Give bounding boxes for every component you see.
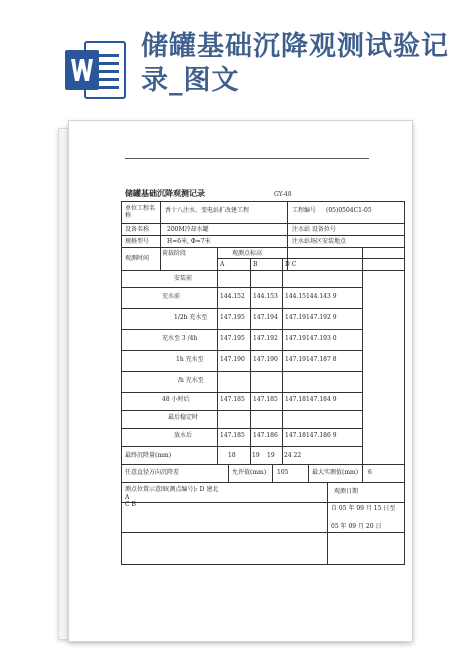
max-meas-value: 6 bbox=[368, 469, 372, 476]
obs-date-label: 观测日期 bbox=[334, 488, 359, 495]
max-settle-label: 最终沉降量(mm) bbox=[125, 452, 172, 459]
col-b-header: B bbox=[253, 261, 258, 268]
row-value-a: 147.185 bbox=[220, 396, 245, 403]
col-cd-header: D C bbox=[285, 261, 297, 268]
row-value-a: 147.195 bbox=[220, 314, 245, 321]
row-stage: 放水后 bbox=[174, 432, 193, 439]
allow-value: 105 bbox=[277, 469, 289, 476]
unit-label: 单位工程名称 bbox=[125, 205, 156, 219]
max-settle-value-a: 18 bbox=[228, 452, 236, 459]
load-stage-label: 荷载阶段 bbox=[162, 250, 187, 257]
sketch-points-cb: C B bbox=[125, 501, 136, 508]
header-rule bbox=[125, 158, 369, 159]
obs-date-range-start: 自 05 年 09 月 15 日至 bbox=[331, 505, 396, 512]
elevation-label: 观测点标高 bbox=[232, 250, 263, 257]
row-value-a: 144.152 bbox=[220, 293, 245, 300]
position-label: 注水站 设备位号 bbox=[292, 226, 336, 233]
row-value-cd: 144.15144.143 9 bbox=[285, 293, 337, 300]
row-value-cd: 147.19147.192 9 bbox=[285, 314, 337, 321]
row-stage: 充水前 bbox=[162, 293, 181, 300]
obs-date-range-end: 05 年 09 月 20 日 bbox=[331, 523, 382, 530]
spec-label: 规格型号 bbox=[125, 238, 150, 245]
row-value-b: 147.190 bbox=[253, 356, 278, 363]
row-stage: 最后稳定时 bbox=[168, 414, 199, 421]
form-code: GY-48 bbox=[274, 191, 292, 198]
row-value-a: 147.185 bbox=[220, 432, 245, 439]
max-settle-value-d: 24 22 bbox=[284, 452, 302, 459]
row-stage: /h 充水至 bbox=[178, 377, 204, 384]
row-value-b: 147.192 bbox=[253, 335, 278, 342]
sketch-label: 测点位置示意图(测点编号): D 建北 bbox=[125, 486, 219, 493]
row-value-cd: 147.18147.186 9 bbox=[285, 432, 337, 439]
word-document-icon bbox=[63, 38, 127, 102]
page-title: 储罐基础沉降观测试验记录_图文 bbox=[141, 31, 449, 96]
col-a-header: A bbox=[220, 261, 225, 268]
max-meas-label: 最大实测值(mm) bbox=[312, 469, 359, 476]
row-value-cd: 147.19147.187 8 bbox=[285, 356, 337, 363]
project-no-value: (05)0504C1-05 bbox=[326, 207, 372, 214]
location-label: 注水站场区安装地点 bbox=[292, 238, 347, 245]
row-value-b: 147.186 bbox=[253, 432, 278, 439]
row-value-cd: 147.19147.193 0 bbox=[285, 335, 337, 342]
spec-value: H=6米, Φ=7米 bbox=[167, 238, 211, 245]
project-no-label: 工程编号 bbox=[292, 207, 317, 214]
row-value-a: 147.195 bbox=[220, 335, 245, 342]
sketch-point-a: A bbox=[125, 494, 130, 501]
row-value-b: 147.185 bbox=[253, 396, 278, 403]
unit-value: 香十八注水、变电站扩改建工程 bbox=[165, 207, 250, 214]
row-stage: 48 小时后 bbox=[162, 396, 190, 403]
allow-label: 允许值(mm) bbox=[232, 469, 267, 476]
row-stage: 充水至 3 /4h bbox=[162, 335, 198, 342]
row-value-b: 144.153 bbox=[253, 293, 278, 300]
device-value: 200M冷却水罐 bbox=[167, 226, 209, 233]
row-value-a: 147.190 bbox=[220, 356, 245, 363]
row-value-b: 147.194 bbox=[253, 314, 278, 321]
document-page bbox=[68, 120, 413, 642]
form-title: 储罐基础沉降观测记录 bbox=[125, 189, 205, 198]
row-stage: 安装前 bbox=[174, 275, 193, 282]
obs-time-label: 观测时间 bbox=[125, 255, 150, 262]
max-settle-value-b: 19 bbox=[252, 452, 260, 459]
row-stage: 1h 充水至 bbox=[176, 356, 204, 363]
max-settle-value-c: 19 bbox=[267, 452, 275, 459]
diff-label: 任意直径方向沉降差 bbox=[125, 469, 180, 476]
device-label: 设备名称 bbox=[125, 226, 150, 233]
row-stage: 1/2h 充水至 bbox=[174, 314, 208, 321]
settlement-record-table bbox=[121, 201, 405, 565]
row-value-cd: 147.18147.184 9 bbox=[285, 396, 337, 403]
